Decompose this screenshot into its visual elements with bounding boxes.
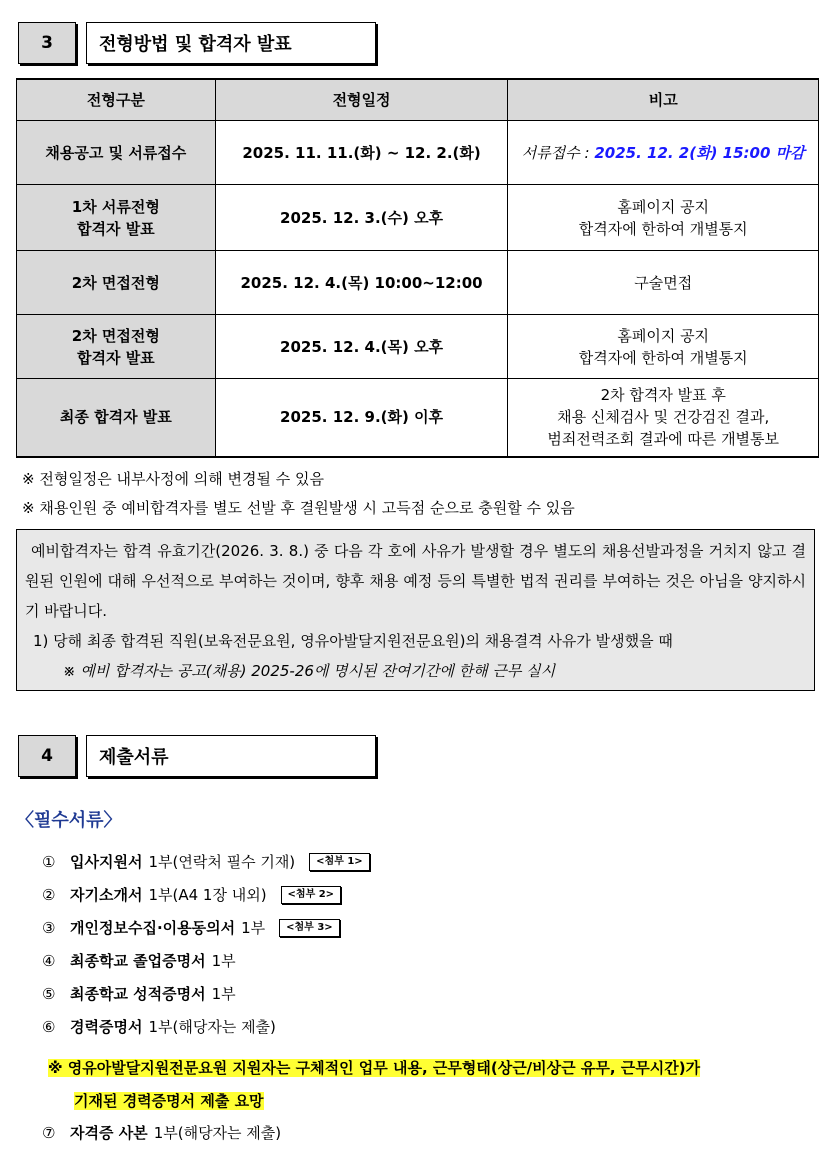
reserve-item: 1) 당해 최종 합격된 직원(보육전문요원, 영유아발달지원전문요원)의 채용결격 사유가 발생했을 때 <box>33 632 673 650</box>
doc-detail: 1부(연락처 필수 기재) <box>148 853 296 871</box>
category-line: 합격자 발표 <box>77 348 155 367</box>
table-row <box>17 185 819 251</box>
reserve-candidate-box <box>16 529 815 691</box>
row-note: 구술면접 <box>508 251 819 315</box>
row-schedule: 2025. 12. 4.(목) 오후 <box>215 315 508 379</box>
list-item <box>42 878 370 911</box>
required-docs-list <box>42 845 370 1043</box>
row-note <box>508 379 819 457</box>
attachment-badge: <첨부 2> <box>281 886 342 904</box>
list-item <box>42 1010 370 1043</box>
row-schedule: 2025. 12. 4.(목) 10:00~12:00 <box>215 251 508 315</box>
item-number: ⑦ <box>42 1123 56 1142</box>
table-row <box>17 379 819 457</box>
doc-detail: 1부 <box>211 952 236 970</box>
note-line: 합격자에 한하여 개별통지 <box>578 219 748 238</box>
section-4-header <box>18 735 376 777</box>
row-note <box>508 121 819 185</box>
note-line: 합격자에 한하여 개별통지 <box>578 348 748 367</box>
section-title: 제출서류 <box>86 735 376 777</box>
table-header-row <box>17 79 819 121</box>
row-category <box>17 315 216 379</box>
list-item <box>42 977 370 1010</box>
item-number: ⑤ <box>42 984 56 1003</box>
doc-name: 개인정보수집·이용동의서 <box>70 919 236 937</box>
section-title: 전형방법 및 합격자 발표 <box>86 22 376 64</box>
row-schedule: 2025. 12. 9.(화) 이후 <box>215 379 508 457</box>
row-schedule: 2025. 12. 3.(수) 오후 <box>215 185 508 251</box>
doc-detail: 1부(해당자는 제출) <box>148 1018 276 1036</box>
note-line: 채용 신체검사 및 건강검진 결과, <box>557 408 770 427</box>
note-line: 홈페이지 공지 <box>617 326 710 345</box>
attachment-badge: <첨부 3> <box>279 919 340 937</box>
deadline-highlight: 2025. 12. 2(화) 15:00 마감 <box>594 143 805 162</box>
section-3-header <box>18 22 376 64</box>
doc-name: 입사지원서 <box>70 853 143 871</box>
category-line: 합격자 발표 <box>77 219 155 238</box>
list-item <box>42 845 370 878</box>
row-note <box>508 185 819 251</box>
note-line: 2차 합격자 발표 후 <box>600 386 726 405</box>
table-row <box>17 121 819 185</box>
reserve-item-note: ※ 예비 합격자는 공고(채용) 2025-26에 명시된 잔여기간에 한해 근무 실시 <box>63 662 556 680</box>
attachment-badge: <첨부 1> <box>309 853 370 871</box>
row-category: 채용공고 및 서류접수 <box>17 121 216 185</box>
required-docs-list-cont <box>42 1116 281 1149</box>
row-category: 2차 면접전형 <box>17 251 216 315</box>
item-number: ⑥ <box>42 1017 56 1036</box>
section-number: 3 <box>18 22 76 64</box>
doc-name: 자격증 사본 <box>70 1124 148 1142</box>
doc-name: 자기소개서 <box>70 886 143 904</box>
column-header: 전형일정 <box>215 79 508 121</box>
doc-detail: 1부 <box>211 985 236 1003</box>
column-header: 비고 <box>508 79 819 121</box>
doc-name: 최종학교 졸업증명서 <box>70 952 206 970</box>
table-row <box>17 251 819 315</box>
doc-detail: 1부(A4 1장 내외) <box>148 886 267 904</box>
item-number: ① <box>42 852 56 871</box>
reserve-paragraph: 예비합격자는 합격 유효기간(2026. 3. 8.) 중 다음 각 호에 사유가 발생할 경우 별도의 채용선발과정을 거치지 않고 결원된 인원에 대해 우선적으로 부여하는 것이며, 향후 채용 예정 등의 특별한 법적 권리를 부여하는 것은 아님을 양지하시기 바랍니다. <box>25 542 806 620</box>
career-note-line: 기재된 경력증명서 제출 요망 <box>74 1092 264 1110</box>
list-item <box>42 944 370 977</box>
note-line: 범죄전력조회 결과에 따른 개별통보 <box>547 430 780 449</box>
row-category: 최종 합격자 발표 <box>17 379 216 457</box>
item-number: ② <box>42 885 56 904</box>
item-number: ④ <box>42 951 56 970</box>
doc-detail: 1부 <box>241 919 266 937</box>
row-schedule: 2025. 11. 11.(화) ~ 12. 2.(화) <box>215 121 508 185</box>
list-item <box>42 1116 281 1149</box>
remark-line: ※ 전형일정은 내부사정에 의해 변경될 수 있음 <box>22 470 324 488</box>
remark-line: ※ 채용인원 중 예비합격자를 별도 선발 후 결원발생 시 고득점 순으로 충원할 수 있음 <box>22 499 575 517</box>
list-item <box>42 911 370 944</box>
table-row <box>17 315 819 379</box>
category-line: 2차 면접전형 <box>71 326 160 345</box>
doc-name: 경력증명서 <box>70 1018 143 1036</box>
note-prefix: 서류접수 : <box>521 143 595 162</box>
career-note-line: ※ 영유아발달지원전문요원 지원자는 구체적인 업무 내용, 근무형태(상근/비상근 유무, 근무시간)가 <box>48 1059 701 1077</box>
category-line: 1차 서류전형 <box>71 197 160 216</box>
row-category <box>17 185 216 251</box>
note-line: 홈페이지 공지 <box>617 197 710 216</box>
doc-name: 최종학교 성적증명서 <box>70 985 206 1003</box>
doc-detail: 1부(해당자는 제출) <box>153 1124 282 1142</box>
schedule-table <box>16 78 819 458</box>
row-note <box>508 315 819 379</box>
section-number: 4 <box>18 735 76 777</box>
required-docs-title: 〈필수서류〉 <box>16 810 122 831</box>
career-note <box>48 1052 700 1118</box>
item-number: ③ <box>42 918 56 937</box>
column-header: 전형구분 <box>17 79 216 121</box>
